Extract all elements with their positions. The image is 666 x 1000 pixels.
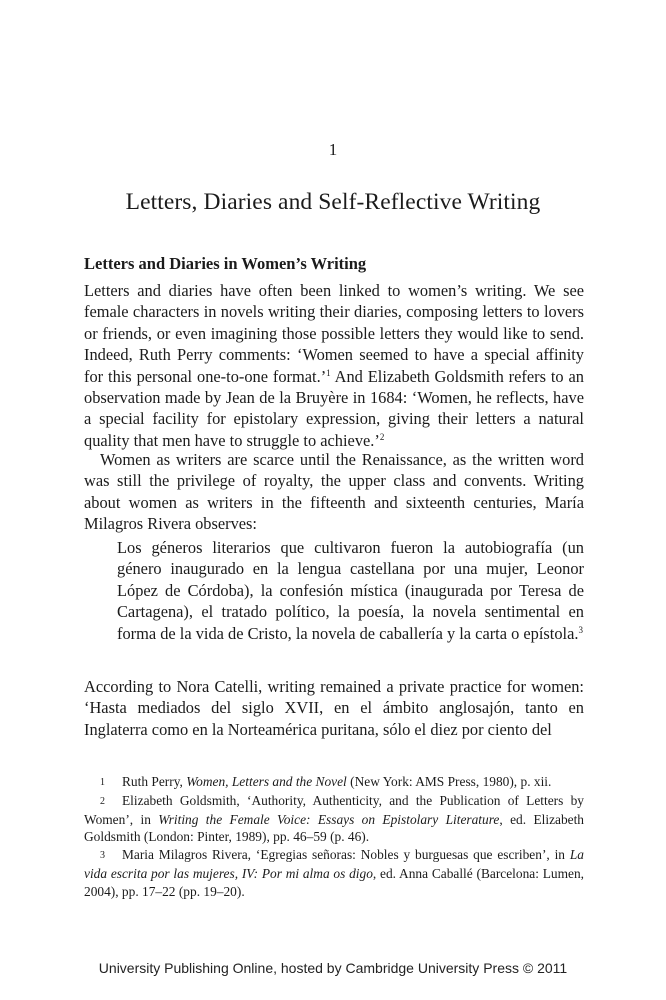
paragraph-1-text-a: Letters and diaries have often been linked to women’s writing. We see female characters in novels writing their diaries, composing letters to lovers or friends, or even imagining those possible letters they would like to send. Indeed, Ruth Perry comments: ‘Women seemed to have a special affinity for this personal one-to-one format.’ — [84, 281, 584, 386]
footnote-text: Maria Milagros Rivera, ‘Egregias señoras: Nobles y burguesas que escriben’, in — [122, 847, 570, 863]
footnote-ref-3[interactable]: 3 — [578, 624, 583, 635]
footnote-title: Women, Letters and the Novel — [186, 774, 347, 789]
footnote-ref-2[interactable]: 2 — [379, 431, 385, 442]
footnote-2 — [84, 792, 584, 846]
chapter-title: Letters, Diaries and Self-Reflective Writing — [125, 189, 541, 215]
footnote-title: Writing the Female Voice: Essays on Epistolary Literature — [158, 811, 500, 827]
footnote-1 — [84, 773, 584, 792]
footnote-ref-1[interactable]: 1 — [326, 367, 331, 378]
block-quote-text: Los géneros literarios que cultivaron fueron la autobiografía (un género inaugurado en la lengua castellana por una mujer, Leonor López de Córdoba), la confesión mística (inaugurada por Teresa de Cartagena), el tratado político, la poesía, la novela sentimental en forma de la vida de Cristo, la novela de caballería y la carta o epístola. — [117, 538, 584, 643]
paragraph-2 — [84, 449, 584, 535]
footnote-text: Elizabeth Goldsmith, ‘Authority, Authenticity, and the Publication of Letters by Women’, in — [84, 792, 584, 827]
footnote-title: La vida escrita por las mujeres, IV: Por mi alma os digo — [84, 847, 584, 881]
paragraph-1-text-b: And Elizabeth Goldsmith refers to an observation made by Jean de la Bruyère in 1684: ‘Women, he reflects, have a special facility for epistolary expression, giving their letters a natural quality that men have to struggle to achieve.’ — [84, 366, 584, 450]
paragraph-2-text: Women as writers are scarce until the Renaissance, as the written word was still the privilege of royalty, the upper class and convents. Writing about women as writers in the fifteenth and sixteenth centuries, María Milagros Rivera observes: — [84, 450, 584, 534]
footnote-number: 3 — [100, 850, 105, 862]
footnote-text: , ed. Anna Caballé (Barcelona: Lumen, 2004), pp. 17–22 (pp. 19–20). — [84, 865, 584, 899]
footnote-number: 1 — [100, 777, 105, 788]
paragraph-3-text: According to Nora Catelli, writing remained a private practice for women: ‘Hasta mediados del siglo XVII, en el ámbito anglosajón, tanto en Inglaterra como en la Norteamérica puritana, sólo el diez por ciento del — [84, 677, 584, 739]
footnote-text: (New York: AMS Press, 1980), p. xii. — [346, 774, 552, 789]
footnote-number: 2 — [100, 795, 105, 807]
block-quote — [117, 537, 584, 644]
section-heading: Letters and Diaries in Women’s Writing — [84, 254, 367, 273]
footnote-text: Ruth Perry, — [122, 774, 187, 789]
footnotes — [84, 773, 584, 901]
paragraph-1 — [84, 280, 584, 451]
chapter-number: 1 — [328, 140, 338, 159]
footnote-3 — [84, 846, 584, 900]
paragraph-3 — [84, 676, 584, 740]
footnote-text: , ed. Elizabeth Goldsmith (London: Pinter, 1989), pp. 46–59 (p. 46). — [84, 811, 585, 845]
publisher-footer: University Publishing Online, hosted by Cambridge University Press © 2011 — [98, 960, 568, 976]
